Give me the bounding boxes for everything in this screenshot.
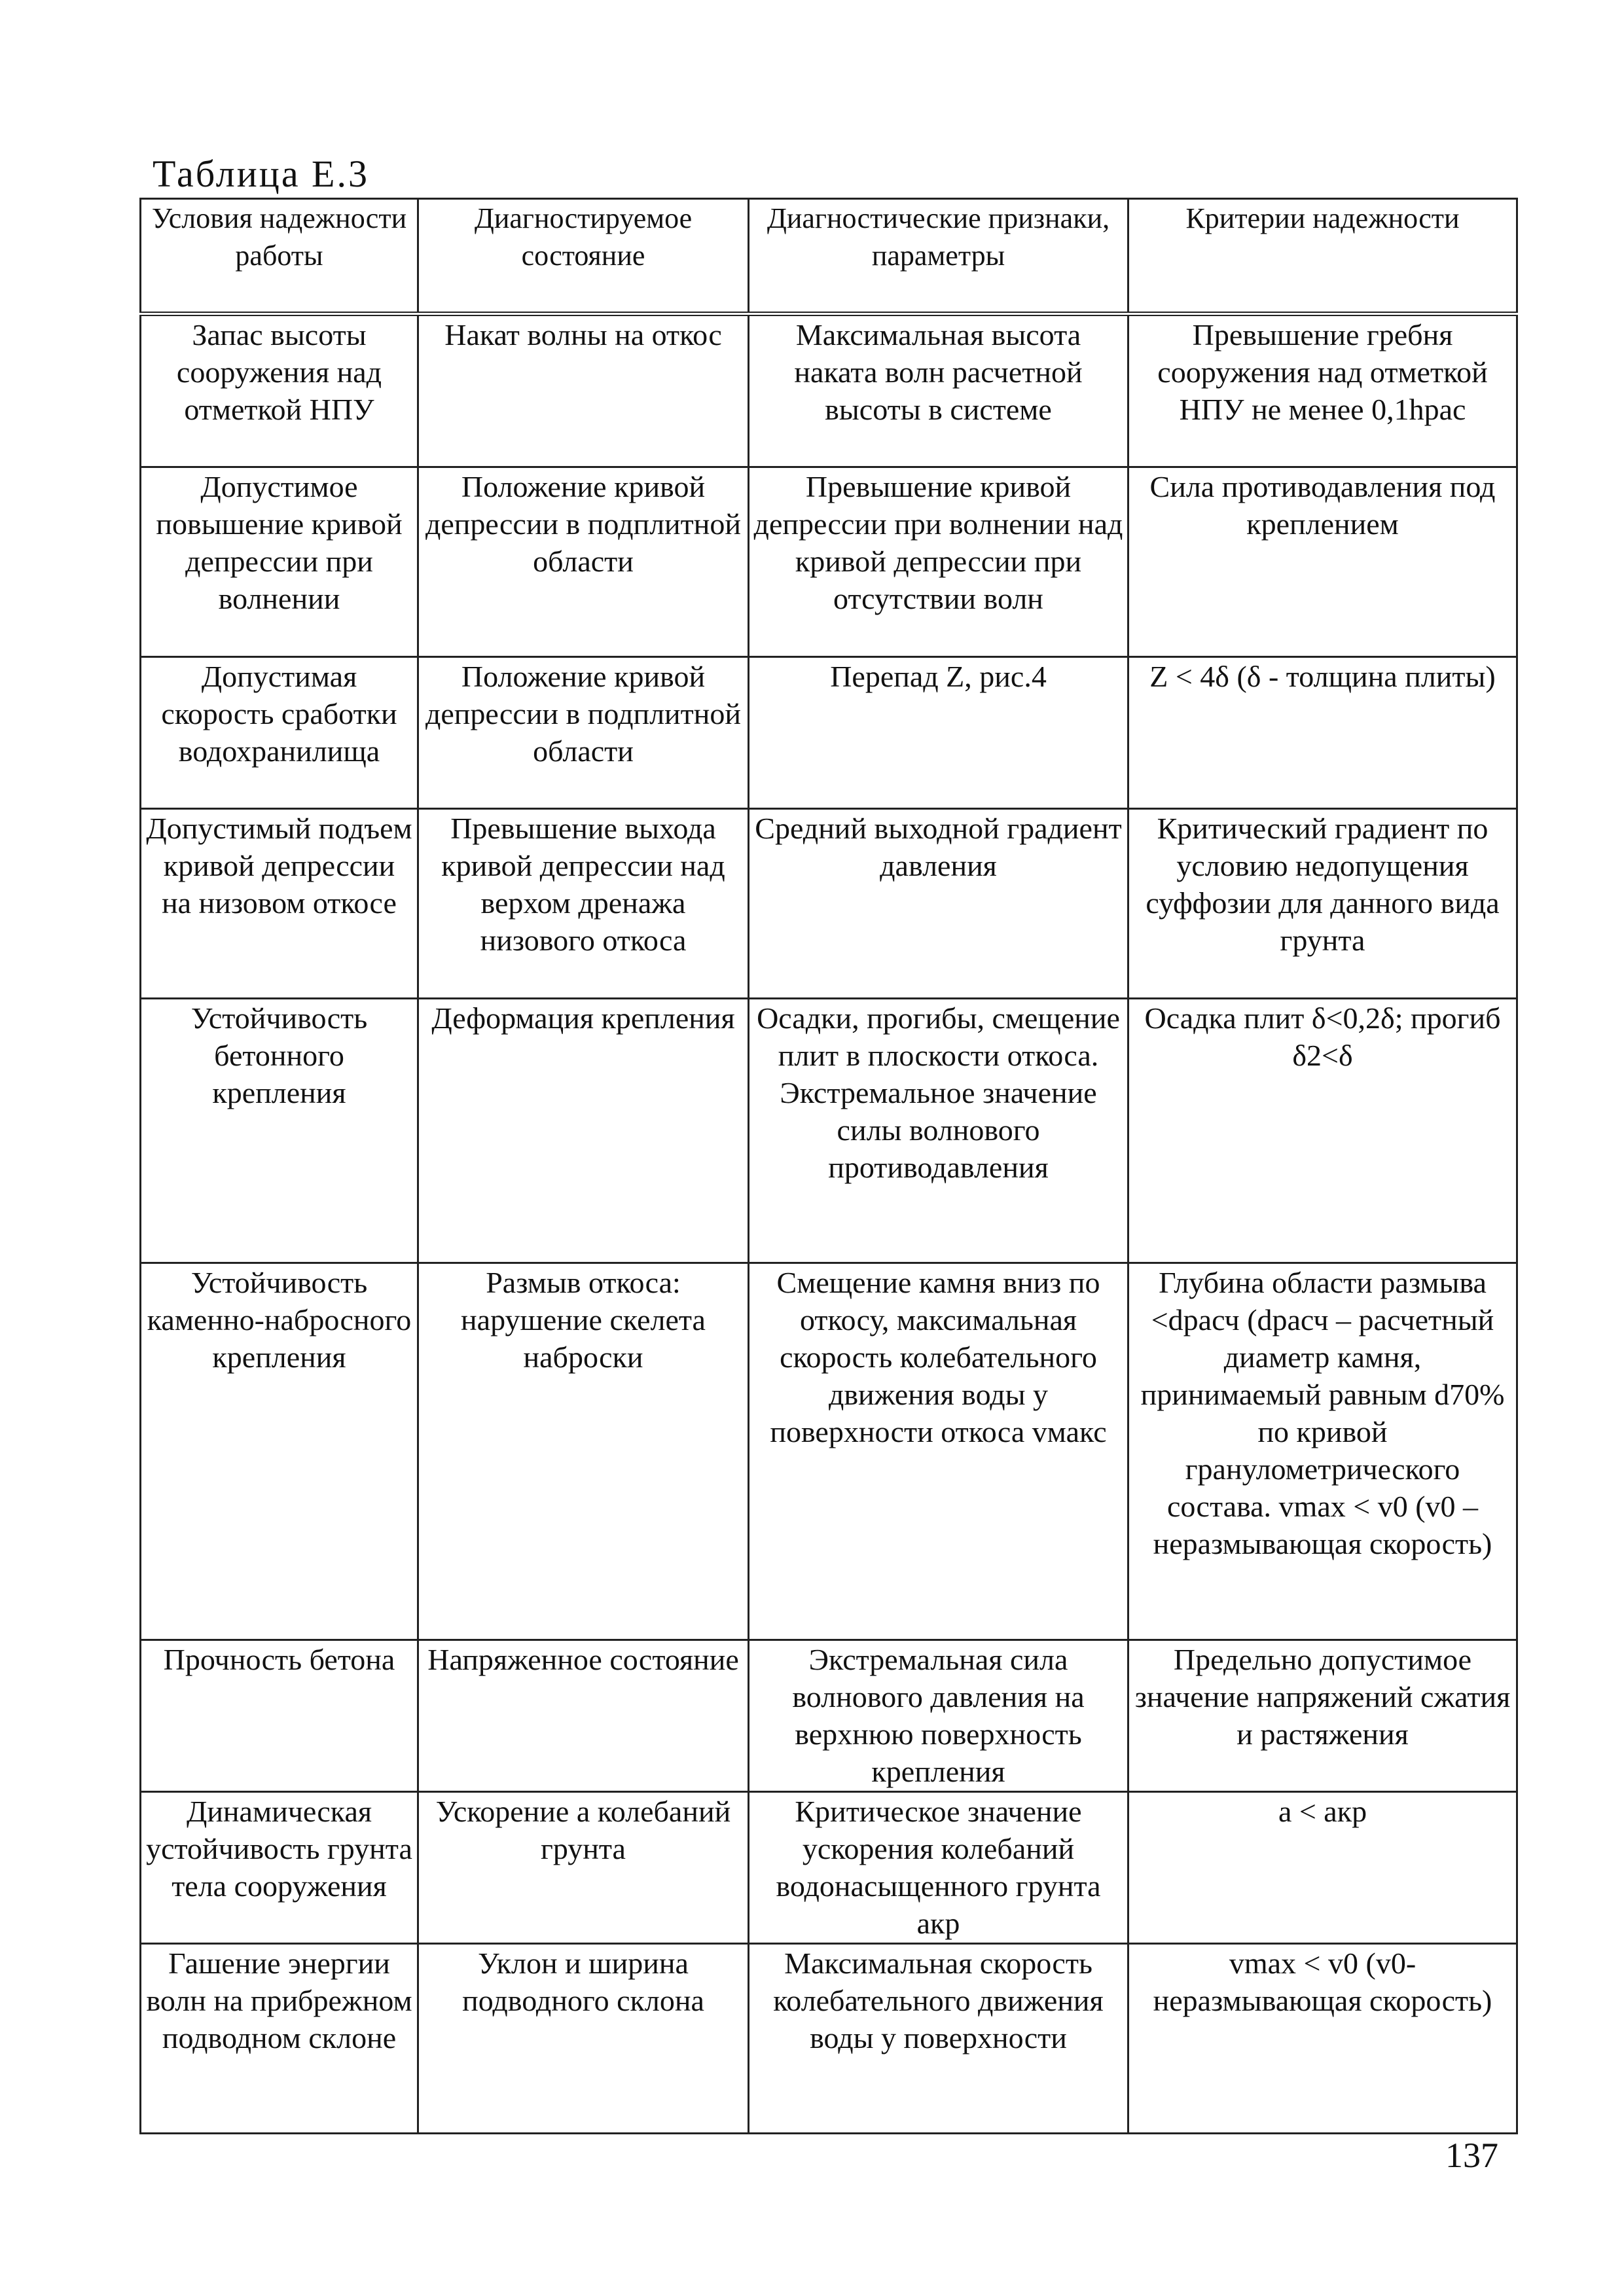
header-cell: Диагностируемое состояние bbox=[418, 199, 749, 314]
table-header-row bbox=[141, 199, 1517, 314]
table-row bbox=[141, 657, 1517, 809]
table-cell: Превышение гребня сооружения над отметкой НПУ не менее 0,1hрас bbox=[1128, 314, 1517, 467]
table-cell: a < aкр bbox=[1128, 1792, 1517, 1944]
table-cell: Средний выходной градиент давления bbox=[749, 809, 1128, 999]
table-row bbox=[141, 999, 1517, 1263]
table-cell: Ускорение a колебаний грунта bbox=[418, 1792, 749, 1944]
table-cell: Запас высоты сооружения над отметкой НПУ bbox=[141, 314, 418, 467]
table-cell: Максимальная высота наката волн расчетной высоты в системе bbox=[749, 314, 1128, 467]
table-cell: Накат волны на откос bbox=[418, 314, 749, 467]
table-row bbox=[141, 467, 1517, 657]
page-number: 137 bbox=[1445, 2136, 1498, 2175]
table-cell: Критический градиент по условию недопущения суффозии для данного вида грунта bbox=[1128, 809, 1517, 999]
table-cell: Устойчивость бетонного крепления bbox=[141, 999, 418, 1263]
table-cell: Осадка плит δ<0,2δ; прогиб δ2<δ bbox=[1128, 999, 1517, 1263]
table-row bbox=[141, 1640, 1517, 1792]
table-row bbox=[141, 1792, 1517, 1944]
table-cell: Смещение камня вниз по откосу, максимальная скорость колебательного движения воды у поверхности откоса vмакс bbox=[749, 1263, 1128, 1640]
table-cell: Z < 4δ (δ - толщина плиты) bbox=[1128, 657, 1517, 809]
table-row bbox=[141, 314, 1517, 467]
table-cell: vmax < v0 (v0- неразмывающая скорость) bbox=[1128, 1944, 1517, 2134]
table-cell: Допустимый подъем кривой депрессии на низовом откосе bbox=[141, 809, 418, 999]
table-row bbox=[141, 809, 1517, 999]
table-cell: Перепад Z, рис.4 bbox=[749, 657, 1128, 809]
table-row bbox=[141, 1263, 1517, 1640]
table-cell: Допустимое повышение кривой депрессии при волнении bbox=[141, 467, 418, 657]
table-cell: Осадки, прогибы, смещение плит в плоскости откоса. Экстремальное значение силы волнового противодавления bbox=[749, 999, 1128, 1263]
table-caption: Таблица Е.3 bbox=[153, 152, 369, 195]
table-cell: Размыв откоса: нарушение скелета наброски bbox=[418, 1263, 749, 1640]
table-cell: Экстремальная сила волнового давления на верхнюю поверхность крепления bbox=[749, 1640, 1128, 1792]
table-cell: Сила противодавления под креплением bbox=[1128, 467, 1517, 657]
table-cell: Глубина области размыва <dрасч (dрасч – расчетный диаметр камня, принимаемый равным d70% по кривой гранулометрического состава. vmax < v0 (v0 – неразмывающая скорость) bbox=[1128, 1263, 1517, 1640]
table-cell: Допустимая скорость сработки водохранилища bbox=[141, 657, 418, 809]
table-cell: Деформация крепления bbox=[418, 999, 749, 1263]
table-cell: Предельно допустимое значение напряжений сжатия и растяжения bbox=[1128, 1640, 1517, 1792]
table-cell: Гашение энергии волн на прибрежном подводном склоне bbox=[141, 1944, 418, 2134]
table-cell: Прочность бетона bbox=[141, 1640, 418, 1792]
header-cell: Критерии надежности bbox=[1128, 199, 1517, 314]
table-row bbox=[141, 1944, 1517, 2134]
table-cell: Критическое значение ускорения колебаний водонасыщенного грунта aкр bbox=[749, 1792, 1128, 1944]
reliability-table bbox=[139, 198, 1518, 2134]
header-cell: Условия надежности работы bbox=[141, 199, 418, 314]
table-cell: Уклон и ширина подводного склона bbox=[418, 1944, 749, 2134]
table-cell: Положение кривой депрессии в подплитной области bbox=[418, 657, 749, 809]
table-cell: Максимальная скорость колебательного движения воды у поверхности bbox=[749, 1944, 1128, 2134]
table-cell: Напряженное состояние bbox=[418, 1640, 749, 1792]
table-cell: Превышение кривой депрессии при волнении над кривой депрессии при отсутствии волн bbox=[749, 467, 1128, 657]
table-cell: Динамическая устойчивость грунта тела сооружения bbox=[141, 1792, 418, 1944]
header-cell: Диагностические признаки, параметры bbox=[749, 199, 1128, 314]
table-cell: Превышение выхода кривой депрессии над верхом дренажа низового откоса bbox=[418, 809, 749, 999]
table-cell: Устойчивость каменно-набросного крепления bbox=[141, 1263, 418, 1640]
table-cell: Положение кривой депрессии в подплитной области bbox=[418, 467, 749, 657]
